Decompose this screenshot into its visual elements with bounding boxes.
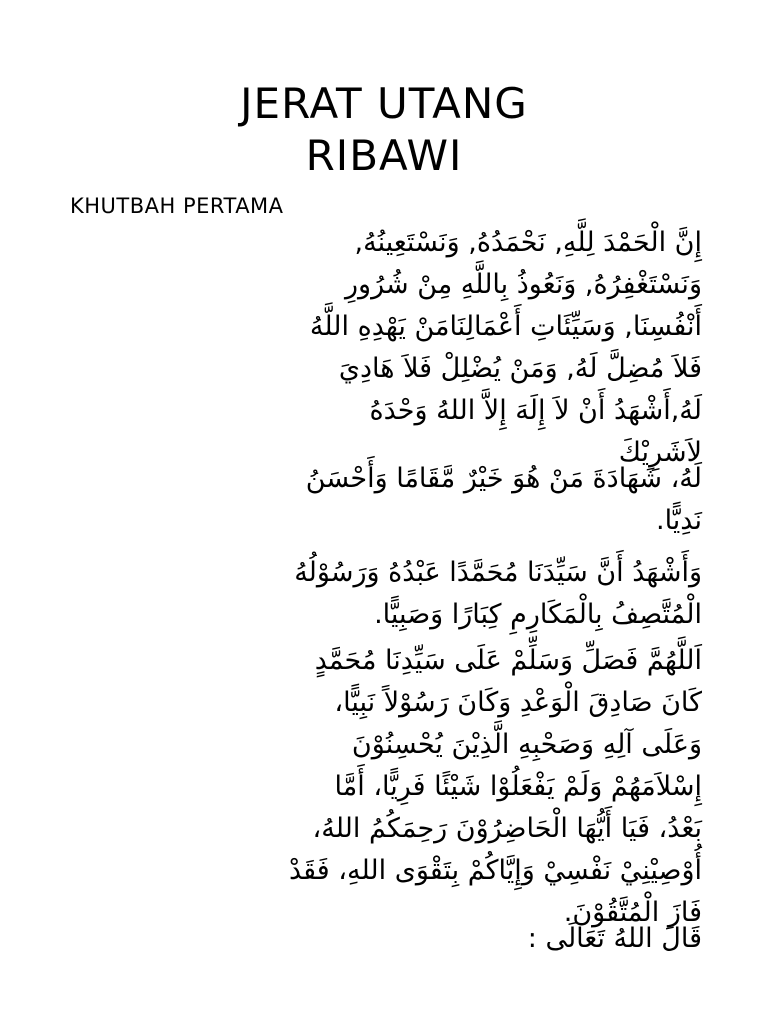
- arabic-line: فَازَ الْمُتَّقُوْنَ.: [563, 897, 702, 928]
- arabic-paragraph-qala: [70, 918, 702, 960]
- arabic-line: لَهُ,أَشْهَدُ أَنْ لاَ إِلَهَ إِلاَّ اللهُ وَحْدَهُ: [369, 395, 702, 426]
- arabic-line: أَنْفُسِنَا, وَسَيِّئَاتِ أَعْمَالِنَامَنْ يَهْدِهِ اللَّهُ: [309, 311, 702, 342]
- arabic-line: نَدِيًّا.: [655, 505, 702, 536]
- arabic-line: قَالَ اللهُ تَعَالَى :: [527, 923, 702, 954]
- arabic-line: لاَشَرِيْكَ: [618, 437, 702, 468]
- arabic-line: إِنَّ الْحَمْدَ لِلَّهِ, نَحْمَدُهُ, وَنَسْتَعِينُهُ,: [354, 227, 702, 258]
- title-line-1: JERAT UTANG: [240, 79, 528, 128]
- document-title: [0, 78, 768, 182]
- arabic-paragraph-testimony: [70, 552, 702, 636]
- arabic-line: اَللَّهُمَّ فَصَلِّ وَسَلِّمْ عَلَى سَيِّدِنَا مُحَمَّدٍ: [314, 645, 702, 676]
- arabic-line: فَلاَ مُضِلَّ لَهُ, وَمَنْ يُضْلِلْ فَلاَ هَادِيَ: [338, 353, 702, 384]
- arabic-line: وَأَشْهَدُ أَنَّ سَيِّدَنَا مُحَمَّدًا عَبْدُهُ وَرَسُوْلُهُ: [294, 557, 702, 588]
- arabic-line: بَعْدُ، فَيَا أَيُّهَا الْحَاضِرُوْنَ رَحِمَكُمُ اللهُ،: [312, 813, 702, 844]
- arabic-paragraph-salawat: [70, 640, 702, 934]
- section-heading: KHUTBAH PERTAMA: [70, 194, 284, 218]
- arabic-line: لَهُ، شَهَادَةَ مَنْ هُوَ خَيْرٌ مَّقَامًا وَأَحْسَنُ: [305, 463, 702, 494]
- arabic-line: وَنَسْتَغْفِرُهُ, وَنَعُوذُ بِاللَّهِ مِنْ شُرُورِ: [345, 269, 702, 300]
- title-line-2: RIBAWI: [305, 131, 463, 180]
- arabic-line: كَانَ صَادِقَ الْوَعْدِ وَكَانَ رَسُوْلاً نَبِيًّا،: [334, 687, 702, 718]
- arabic-line: أُوْصِيْنِيْ نَفْسِيْ وَإِيَّاكُمْ بِتَقْوَى اللهِ، فَقَدْ: [288, 855, 702, 886]
- arabic-line: الْمُتَّصِفُ بِالْمَكَارِمِ كِبَارًا وَصَبِيًّا.: [374, 599, 702, 630]
- arabic-line: وَعَلَى آلِهِ وَصَحْبِهِ الَّذِيْنَ يُحْسِنُوْنَ: [351, 729, 702, 760]
- arabic-paragraph-shahada: [70, 458, 702, 542]
- arabic-paragraph-opening: [70, 222, 702, 474]
- arabic-line: إِسْلاَمَهُمْ وَلَمْ يَفْعَلُوْا شَيْئًا فَرِيًّا، أَمَّا: [334, 771, 702, 802]
